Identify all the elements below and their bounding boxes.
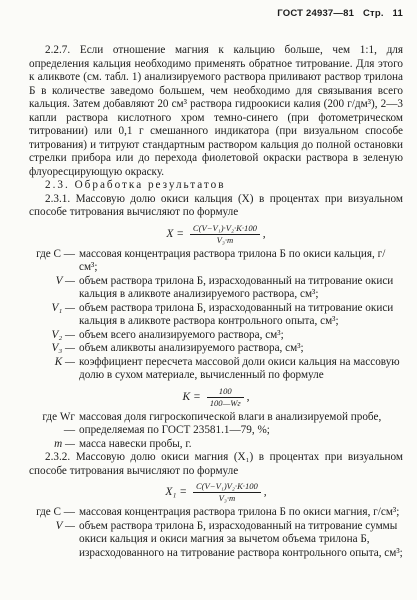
section-2-3-2: 2.3.2. Массовую долю окиси магния (X₁) в процентах при визуальном способе титрования вычисляют по формуле	[29, 451, 403, 477]
formula-x-fraction	[190, 223, 260, 246]
formula-x1: X₁ = $\frac{\text{C(V−V₁)V₂·K·100}}{\text{V₃·m}}$ ,	[165, 481, 267, 503]
section-2-3-1: 2.3.1. Массовую долю окиси кальция (X) в процентах при визуальном способе титрования вычисляют по формуле	[29, 192, 403, 218]
formula-x-lhs: X =	[166, 227, 184, 240]
definition-item: V₁ — объем раствора трилона Б, израсходованный на титрование окиси кальция в аликвоте раствора контрольного опыта, см³;	[51, 301, 394, 327]
formula-x1-lhs: X₁ =	[165, 486, 188, 499]
definition-item: где Wг — массовая доля гигроскопической влаги в анализируемой пробе, определяемая по ГОСТ 23581.1—79, %;	[42, 410, 382, 436]
formula-x1-fraction	[193, 481, 261, 504]
page-label: Стр.	[362, 8, 384, 19]
definition-item: V₂ — объем всего анализируемого раствора, см³;	[51, 328, 284, 341]
formula-x: X = $\frac{\text{C(V−V₁)·V₂·K·100}}{\text{V₃·m}}$ ,	[166, 222, 266, 245]
formula-k-numerator: 100	[207, 386, 244, 398]
formula-x1-denominator: V₃·m	[218, 493, 236, 503]
document-body	[29, 44, 403, 560]
section-2-3-heading: 2.3. Обработка результатов	[45, 179, 226, 191]
standard-number: ГОСТ 24937—81	[277, 8, 355, 19]
page-number: 11	[392, 8, 403, 19]
definition-item: где C — массовая концентрация раствора трилона Б по окиси кальция, г/см³;	[36, 247, 386, 273]
definitions-1	[29, 248, 403, 383]
definition-item: K — коэффициент пересчета массовой доли окиси кальция на массовую долю в сухом материале, вычисленный по формуле	[54, 355, 400, 381]
definition-item: V₃ — объем аликвоты анализируемого раствора, см³;	[51, 342, 304, 354]
page-header	[271, 8, 403, 19]
formula-k-lhs: K =	[182, 390, 201, 403]
definition-item: V — объем раствора трилона Б, израсходованный на титрование окиси кальция в аликвоте анализируемого раствора, см³;	[55, 274, 394, 300]
formula-k: K = $\frac{100}{100—Wг}$ ,	[182, 385, 250, 408]
definitions-2	[29, 411, 403, 452]
formula-k-denominator: 100—Wг	[209, 397, 241, 408]
formula-x-numerator: C(V−V₁)·V₂·K·100	[190, 223, 260, 235]
section-2-2-7: 2.2.7. Если отношение магния к кальцию больше, чем 1:1, для определения кальция необходимо применять обратное титрование. Для этого к аликвоте (см. табл. 1) анализируемого раствора приливают раствор трилона Б в количестве заведомо большем, чем необходимо для связывания всего кальция. Затем добавляют 20 см³ раствора гидроокиси калия (200 г/дм³), 2—3 капли раствора кислотного хром темно-синего (при фотометрическом титровании) или 0,1 г смешанного индикатора (при визуальном способе титрования) и титруют стандартным раствором кальция до полной остановки стрелки прибора или до перехода фиолетовой окраски раствора в зеленую флуоресцирующую окраску.	[29, 44, 403, 178]
definition-item: m — масса навески пробы, г.	[54, 437, 192, 450]
formula-k-fraction	[207, 386, 244, 409]
formula-x-denominator: V₃·m	[216, 234, 234, 245]
definition-item: где C — массовая концентрация раствора трилона Б по окиси магния, г/см³;	[36, 506, 400, 518]
formula-x1-numerator: C(V−V₁)V₂·K·100	[193, 481, 261, 493]
definitions-3	[29, 506, 403, 560]
definition-item: V — объем раствора трилона Б, израсходованный на титрование суммы окиси кальция и окиси магния за вычетом объема трилона Б, израсходованного на титрование раствора контрольного опыта, см³;	[55, 519, 403, 559]
